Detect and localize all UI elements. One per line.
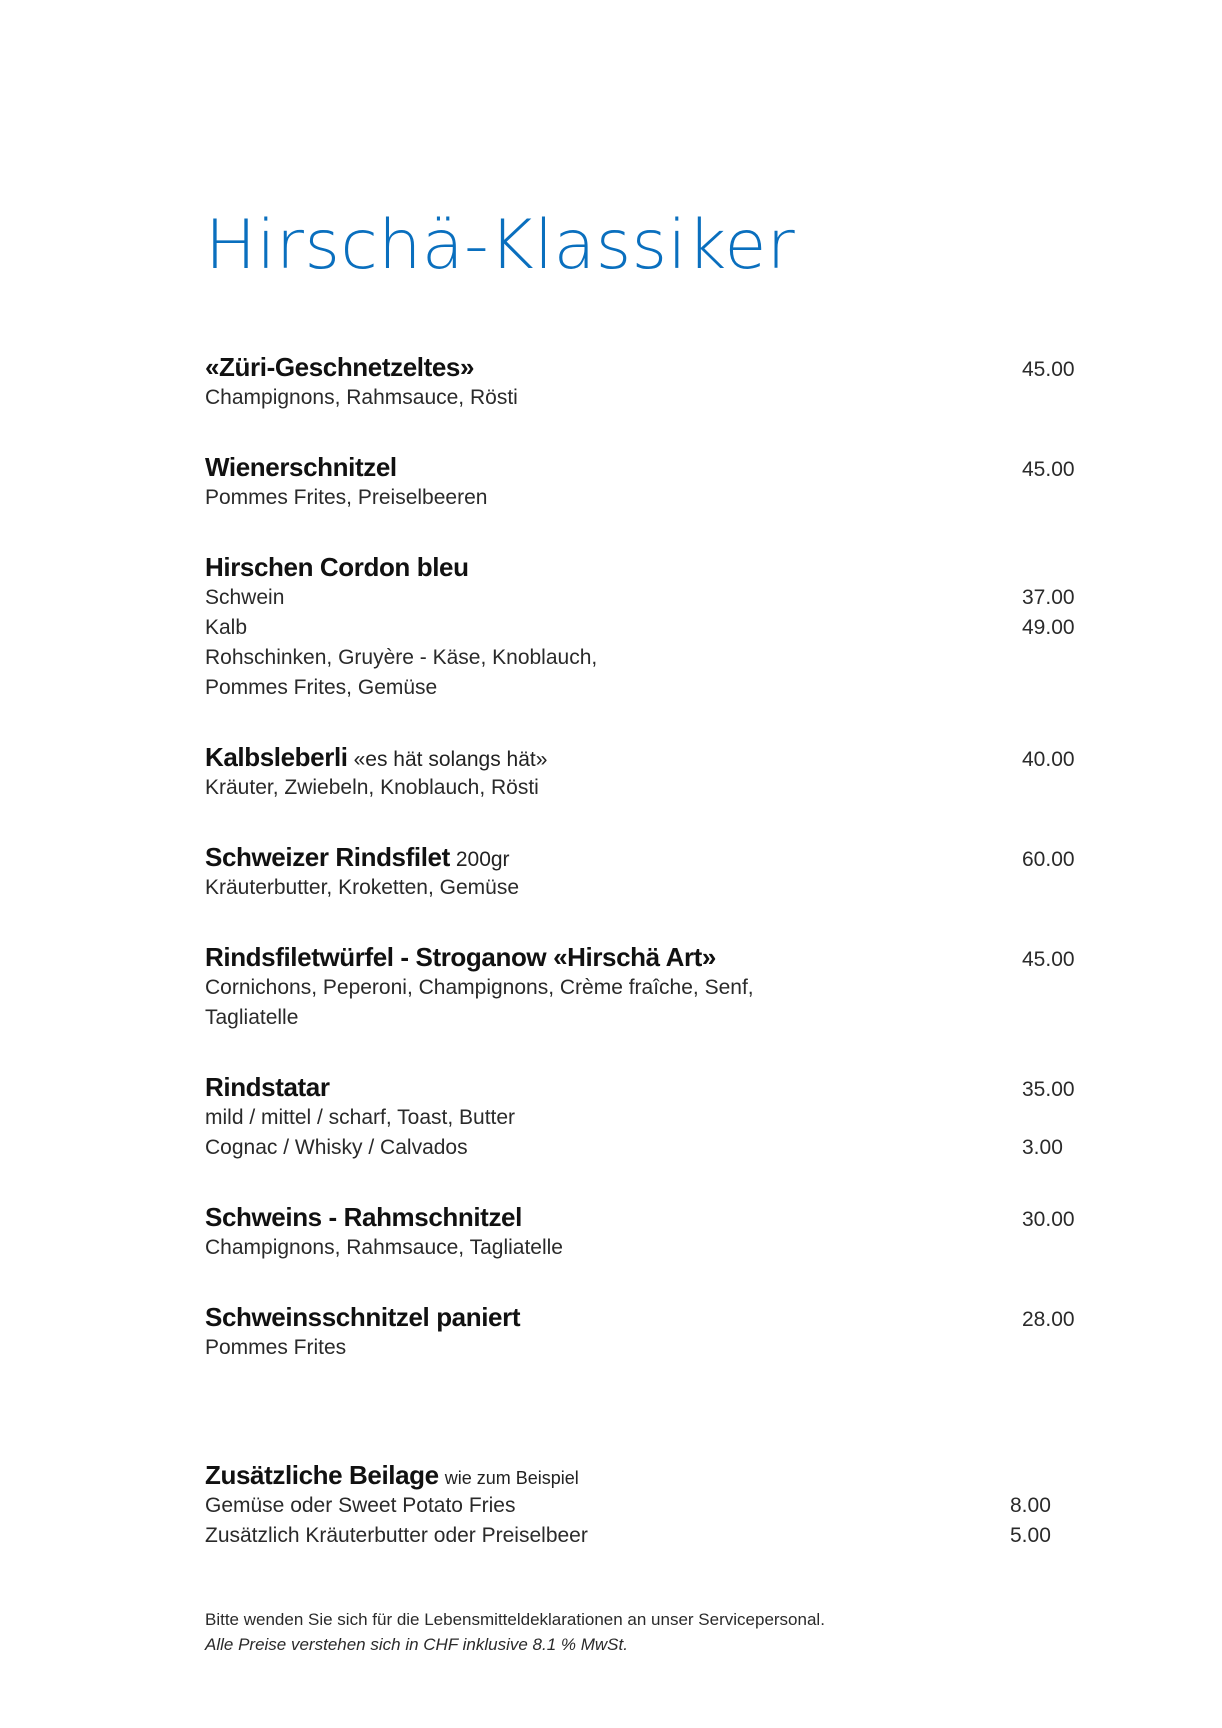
sides-title: Zusätzliche Beilage [205,1460,439,1490]
dish-name: Schweinsschnitzel paniert [205,1302,521,1332]
dish-description: Pommes Frites, Preiselbeeren [205,486,488,509]
dish-name: Wienerschnitzel [205,452,397,482]
dish-detail-line [205,1333,1080,1363]
menu-item [205,551,1080,703]
side-price: 8.00 [1010,1494,1051,1517]
variant-price: 49.00 [1022,616,1075,639]
menu-item [205,351,1080,413]
dish-price: 35.00 [1022,1078,1075,1101]
side-description: Zusätzlich Kräuterbutter oder Preiselbeer [205,1524,588,1547]
dish-price: 40.00 [1022,748,1075,771]
dish-description: Pommes Frites [205,1336,347,1359]
footer [205,1607,825,1657]
menu-item [205,1201,1080,1263]
dish-price: 45.00 [1022,358,1075,381]
dish-price: 28.00 [1022,1308,1075,1331]
dish-detail-line [205,773,1080,803]
menu-item [205,1071,1080,1163]
dish-description: Kräuterbutter, Kroketten, Gemüse [205,876,519,899]
menu-item [205,741,1080,803]
menu-item-title-row [205,551,1080,583]
side-line [205,1491,1080,1521]
sides-title-row [205,1459,1080,1491]
menu-item-title-row [205,1201,1080,1233]
menu-item [205,1301,1080,1363]
sides-section [205,1459,1080,1551]
menu-item-title-row [205,741,1080,773]
sides-note: wie zum Beispiel [444,1468,579,1488]
dish-detail-line [205,673,1080,703]
page-title: Hirschä-Klassiker [205,206,796,285]
dish-description: mild / mittel / scharf, Toast, Butter [205,1106,516,1129]
menu-item [205,841,1080,903]
dish-detail-line [205,1003,1080,1033]
dish-detail-line [205,613,1080,643]
dish-detail-line [205,1103,1080,1133]
dish-name: Hirschen Cordon bleu [205,552,469,582]
dish-description: Kräuter, Zwiebeln, Knoblauch, Rösti [205,776,539,799]
menu-item [205,451,1080,513]
menu-item [205,941,1080,1033]
dish-description: Cornichons, Peperoni, Champignons, Crème fraîche, Senf, [205,976,754,999]
dish-description: Champignons, Rahmsauce, Rösti [205,386,518,409]
price-notice: Alle Preise verstehen sich in CHF inklusive 8.1 % MwSt. [205,1635,628,1654]
dish-note: 200gr [455,848,510,871]
menu-item-title-row [205,451,1080,483]
dish-price: 30.00 [1022,1208,1075,1231]
variant-price: 3.00 [1022,1136,1063,1159]
dish-detail-line [205,1133,1080,1163]
allergen-notice: Bitte wenden Sie sich für die Lebensmitteldeklarationen an unser Servicepersonal. [205,1610,825,1629]
dish-price: 45.00 [1022,458,1075,481]
dish-detail-line [205,973,1080,1003]
dish-name: «Züri-Geschnetzeltes» [205,352,475,382]
side-line [205,1521,1080,1551]
dish-name: Schweins - Rahmschnitzel [205,1202,522,1232]
dish-note: «es hät solangs hät» [353,748,548,771]
side-description: Gemüse oder Sweet Potato Fries [205,1494,516,1517]
dish-description: Schwein [205,586,285,609]
dish-description: Cognac / Whisky / Calvados [205,1136,468,1159]
menu-item-title-row [205,841,1080,873]
dish-description: Kalb [205,616,248,639]
dish-name: Rindsfiletwürfel - Stroganow «Hirschä Art» [205,942,716,972]
dish-detail-line [205,873,1080,903]
dish-detail-line [205,643,1080,673]
dish-name: Kalbsleberli [205,742,348,772]
menu-item-title-row [205,1071,1080,1103]
dish-detail-line [205,483,1080,513]
dish-description: Rohschinken, Gruyère - Käse, Knoblauch, [205,646,598,669]
dish-price: 60.00 [1022,848,1075,871]
dish-detail-line [205,1233,1080,1263]
menu-list [205,351,1080,1363]
dish-name: Schweizer Rindsfilet [205,842,450,872]
dish-description: Tagliatelle [205,1006,299,1029]
menu-item-title-row [205,941,1080,973]
dish-name: Rindstatar [205,1072,330,1102]
side-price: 5.00 [1010,1524,1051,1547]
menu-item-title-row [205,1301,1080,1333]
dish-description: Pommes Frites, Gemüse [205,676,438,699]
dish-price: 45.00 [1022,948,1075,971]
variant-price: 37.00 [1022,586,1075,609]
dish-description: Champignons, Rahmsauce, Tagliatelle [205,1236,563,1259]
dish-detail-line [205,383,1080,413]
menu-item-title-row [205,351,1080,383]
